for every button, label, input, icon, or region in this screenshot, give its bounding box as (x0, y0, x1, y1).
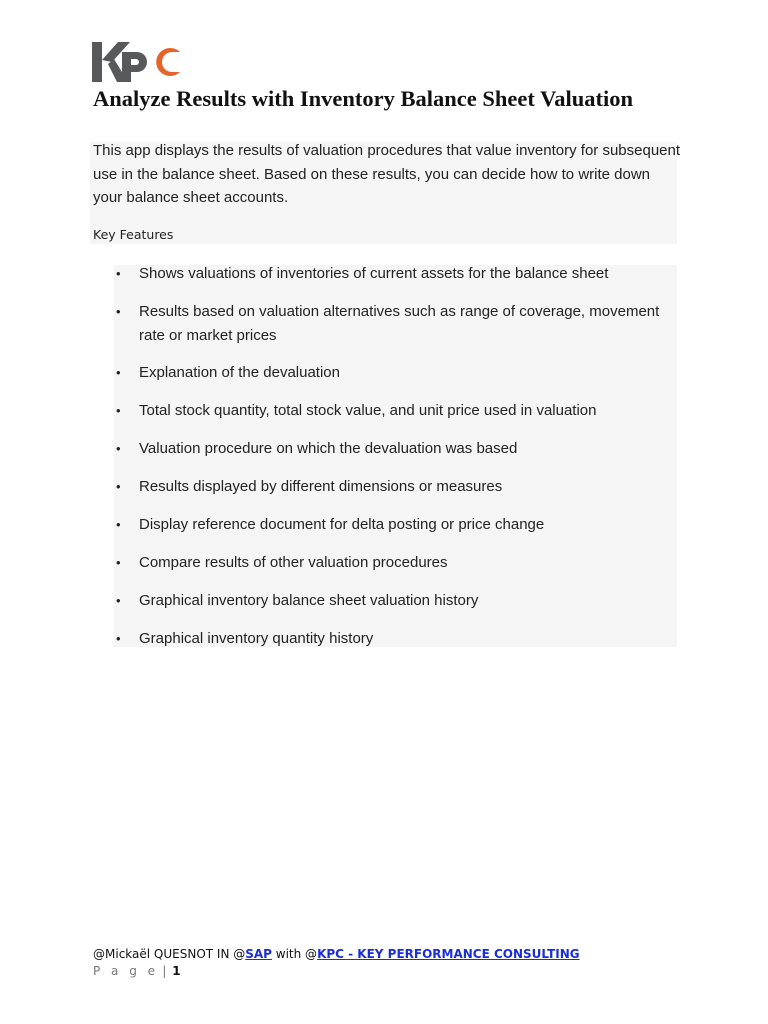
bullet-icon: • (116, 365, 121, 380)
bullet-icon: • (116, 304, 121, 319)
feature-text: Explanation of the devaluation (139, 364, 340, 381)
list-item (116, 262, 679, 286)
bullet-icon: • (116, 479, 121, 494)
kpc-logo (92, 42, 180, 82)
feature-text: Compare results of other valuation procedures (139, 554, 448, 571)
bullet-icon: • (116, 555, 121, 570)
feature-text: Display reference document for delta posting or price change (139, 516, 545, 533)
key-features-heading: Key Features (93, 227, 174, 242)
list-item (116, 475, 679, 499)
list-item (116, 437, 679, 461)
bullet-icon: • (116, 266, 121, 281)
feature-text: Results based on valuation alternatives such as range of coverage, movement rate or market prices (139, 303, 660, 344)
page-footer (93, 964, 181, 978)
feature-text: Graphical inventory balance sheet valuation history (139, 592, 479, 609)
list-item (116, 627, 679, 651)
kpc-link[interactable]: KPC - KEY PERFORMANCE CONSULTING (317, 947, 580, 961)
feature-text: Results displayed by different dimensions or measures (139, 478, 503, 495)
bullet-icon: • (116, 631, 121, 646)
footer-middle: with @ (271, 947, 318, 961)
list-item (116, 361, 679, 385)
bullet-icon: • (116, 403, 121, 418)
page-separator: | (162, 964, 167, 978)
list-item (116, 513, 679, 537)
footer-credit (93, 947, 580, 961)
list-item (116, 300, 679, 347)
bullet-icon: • (116, 517, 121, 532)
bullet-icon: • (116, 441, 121, 456)
intro-paragraph: This app displays the results of valuation procedures that value inventory for subsequent use in the balance sheet. Based on these results, you can decide how to write down your balance sheet accounts. (93, 142, 681, 206)
feature-text: Total stock quantity, total stock value, and unit price used in valuation (139, 402, 597, 419)
sap-link[interactable]: SAP (245, 947, 272, 961)
footer-prefix: @Mickaël QUESNOT IN @ (93, 947, 246, 961)
feature-text: Shows valuations of inventories of current assets for the balance sheet (139, 265, 609, 282)
feature-text: Graphical inventory quantity history (139, 630, 374, 647)
kpc-logo-graphic (92, 42, 180, 82)
bullet-icon: • (116, 593, 121, 608)
page-title: Analyze Results with Inventory Balance Sheet Valuation (93, 86, 634, 111)
list-item (116, 551, 679, 575)
page-label: P a g e (93, 964, 159, 978)
list-item (116, 399, 679, 423)
list-item (116, 589, 679, 613)
feature-text: Valuation procedure on which the devaluation was based (139, 440, 518, 457)
page-number: 1 (172, 964, 181, 978)
